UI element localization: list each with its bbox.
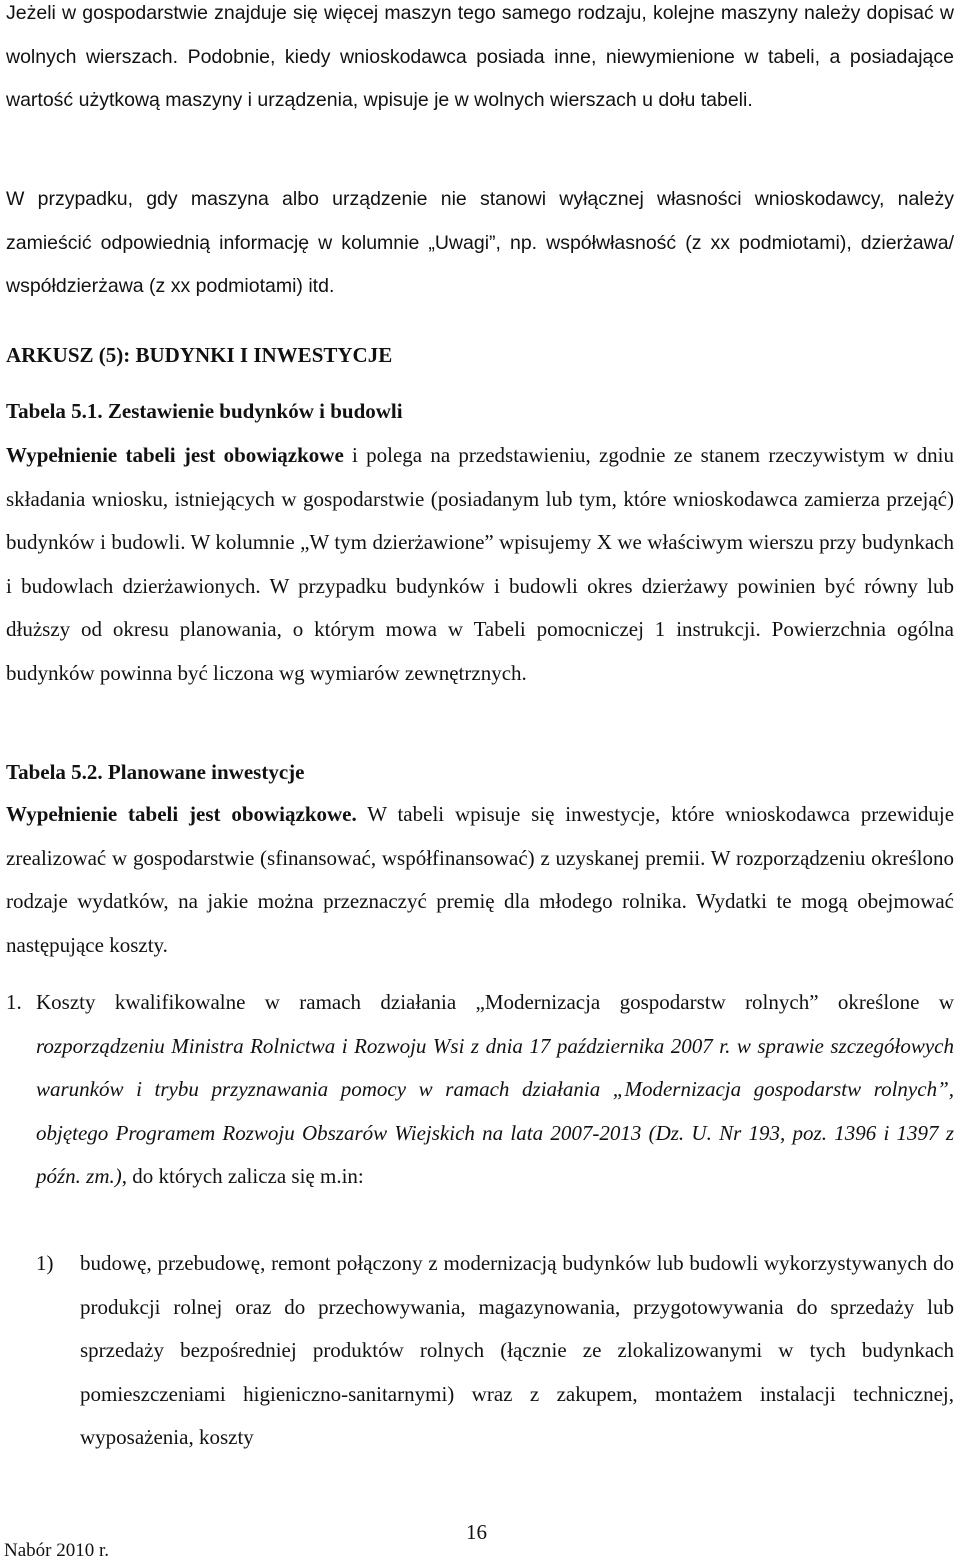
list-item-number: 1) [36, 1251, 54, 1275]
heading-tabela-5-2: Tabela 5.2. Planowane inwestycje [6, 760, 305, 784]
footer-label: Nabór 2010 r. [4, 1540, 110, 1561]
list-item-number: 1. [6, 990, 22, 1014]
page-number: 16 [466, 1520, 487, 1544]
paragraph-tabela-5-1 [6, 434, 954, 695]
tabela-5-1-description: i polega na przedstawieniu, zgodnie ze stanem rzeczywistym w dniu składania wniosku, istniejących w gospodarstwie (posiadanym lub tym, które wnioskodawca zamierza przejąć) budynków i budowli. W kolumnie „W tym dzierżawione” wpisujemy X we właściwym wierszu przy budynkach i budowlach dzierżawionych. W przypadku budynków i budowli okres dzierżawy powinien być równy lub dłuższy od okresu planowania, o którym mowa w Tabeli pomocniczej 1 instrukcji. Powierzchnia ogólna budynków powinna być liczona wg wymiarów zewnętrznych. [6, 443, 954, 685]
paragraph-tabela-5-2 [6, 793, 954, 967]
list-item-text: Koszty kwalifikowalne w ramach działania „Modernizacja gospodarstw rolnych” określone w [36, 990, 954, 1014]
tabela-5-2-description: W tabeli wpisuje się inwestycje, które wnioskodawca przewiduje zrealizować w gospodarstwie (sfinansować, współfinansować) z uzyskanej premii. W rozporządzeniu określono rodzaje wydatków, na jakie można przeznaczyć premię dla młodego rolnika. Wydatki te mogą obejmować następujące koszty. [6, 802, 955, 957]
list-item-text: budowę, przebudowę, remont połączony z modernizacją budynków lub budowli wykorzystywanych do produkcji rolnej oraz do przechowywania, magazynowania, przygotowywania do sprzedaży lub sprzedaży bezpośredniej produktów rolnych (łącznie ze zlokalizowanymi w tych budynkach pomieszczeniami higieniczno-sanitarnymi) wraz z zakupem, montażem instalacji technicznej, wyposażenia, koszty [80, 1251, 954, 1449]
mandatory-note: Wypełnienie tabeli jest obowiązkowe [6, 443, 344, 467]
paragraph-machines-extra-rows: Jeżeli w gospodarstwie znajduje się więcej maszyn tego samego rodzaju, kolejne maszyny należy dopisać w wolnych wierszach. Podobnie, kiedy wnioskodawca posiada inne, niewymienione w tabeli, a posiadające wartość użytkową maszyny i urządzenia, wpisuje je w wolnych wierszach u dołu tabeli. [6, 2, 954, 111]
list-item-text-end: , do których zalicza się m.in: [121, 1164, 364, 1188]
heading-arkusz-5: ARKUSZ (5): BUDYNKI I INWESTYCJE [6, 343, 393, 367]
mandatory-note: Wypełnienie tabeli jest obowiązkowe. [6, 802, 357, 826]
regulation-citation: rozporządzeniu Ministra Rolnictwa i Rozwoju Wsi z dnia 17 października 2007 r. w sprawie szczegółowych warunków i trybu przyznawania pomocy w ramach działania „Modernizacja gospodarstw rolnych”, objętego Programem Rozwoju Obszarów Wiejskich na lata 2007-2013 (Dz. U. Nr 193, poz. 1396 i 1397 z późn. zm.) [36, 1033, 954, 1188]
list-item-1 [6, 981, 954, 1199]
list-item-1-1 [6, 1242, 954, 1460]
paragraph-machine-ownership: W przypadku, gdy maszyna albo urządzenie nie stanowi wyłącznej własności wnioskodawcy, należy zamieścić odpowiednią informację w kolumnie „Uwagi”, np. współwłasność (z xx podmiotami), dzierżawa/ współdzierżawa (z xx podmiotami) itd. [6, 188, 954, 297]
heading-tabela-5-1: Tabela 5.1. Zestawienie budynków i budowli [6, 399, 403, 423]
